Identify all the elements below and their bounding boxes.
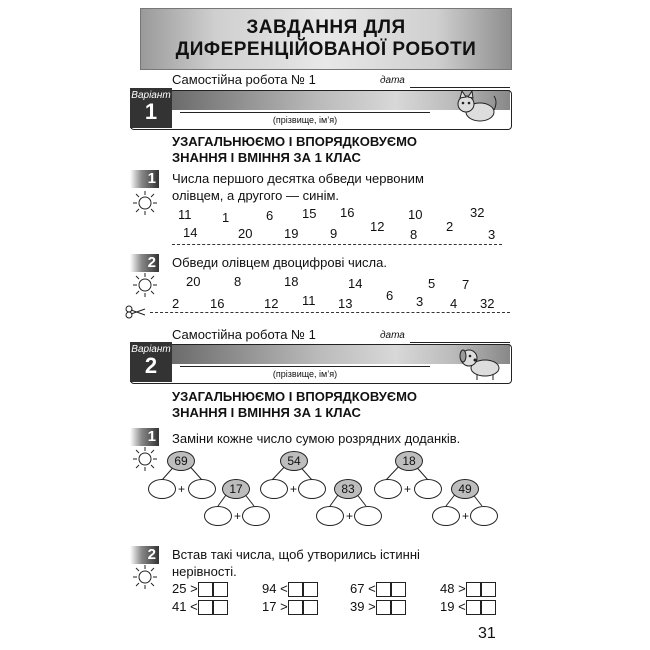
divider (172, 244, 502, 245)
task-number-v2-2: 2 (130, 546, 159, 564)
number[interactable]: 19 (284, 226, 299, 241)
answer-oval[interactable] (204, 506, 232, 526)
answer-oval[interactable] (148, 479, 176, 499)
answer-box[interactable] (288, 600, 303, 615)
answer-box[interactable] (481, 600, 496, 615)
number[interactable]: 14 (183, 225, 198, 240)
answer-box[interactable] (466, 600, 481, 615)
inequality-expr: 39 > (350, 599, 376, 614)
number-circle: 83 (334, 479, 362, 499)
number[interactable]: 13 (338, 296, 353, 311)
inequality (350, 581, 406, 597)
name-line-v1[interactable] (180, 112, 430, 113)
answer-oval[interactable] (432, 506, 460, 526)
number-circle: 18 (395, 451, 423, 471)
plus-sign: + (346, 509, 354, 523)
sun-icon (132, 564, 158, 590)
answer-oval[interactable] (298, 479, 326, 499)
number[interactable]: 15 (302, 206, 317, 221)
inequality-expr: 25 > (172, 581, 198, 596)
answer-oval[interactable] (354, 506, 382, 526)
heading-v2 (172, 389, 417, 421)
answer-oval[interactable] (374, 479, 402, 499)
answer-box[interactable] (198, 600, 213, 615)
number-circle: 69 (167, 451, 195, 471)
inequality (172, 599, 228, 615)
number[interactable]: 6 (266, 208, 274, 223)
page-number: 31 (478, 625, 496, 642)
number[interactable]: 11 (302, 293, 316, 308)
answer-oval[interactable] (188, 479, 216, 499)
number[interactable]: 20 (186, 274, 201, 289)
work-title-v2: Самостійна робота № 1 (172, 327, 316, 342)
inequality-expr: 19 < (440, 599, 466, 614)
plus-sign: + (404, 482, 412, 496)
variant-badge-v1 (130, 88, 172, 128)
number[interactable]: 12 (370, 219, 385, 234)
task-number-v1-1: 1 (130, 170, 159, 188)
number[interactable]: 2 (172, 296, 180, 311)
date-label-v1: дата (380, 75, 405, 86)
inequality (262, 581, 318, 597)
scissors-icon (125, 305, 147, 319)
plus-sign: + (234, 509, 242, 523)
answer-oval[interactable] (242, 506, 270, 526)
cat-icon (450, 88, 500, 126)
sun-icon (132, 272, 158, 298)
number[interactable]: 10 (408, 207, 423, 222)
inequality (172, 581, 228, 597)
task-number-v2-1: 1 (130, 428, 159, 446)
number[interactable]: 6 (386, 288, 394, 303)
number[interactable]: 16 (210, 296, 225, 311)
plus-sign: + (290, 482, 298, 496)
answer-box[interactable] (288, 582, 303, 597)
task-text-v1-2: Обведи олівцем двоцифрові числа. (172, 255, 387, 270)
task-text-v2-1: Заміни кожне число сумою розрядних доданків. (172, 431, 461, 446)
number[interactable]: 4 (450, 296, 458, 311)
number-circle: 49 (451, 479, 479, 499)
number[interactable]: 9 (330, 226, 338, 241)
section-title-box (140, 8, 512, 70)
inequality-expr: 48 > (440, 581, 466, 596)
answer-oval[interactable] (260, 479, 288, 499)
answer-oval[interactable] (470, 506, 498, 526)
answer-box[interactable] (303, 582, 318, 597)
name-hint-v1: (прізвище, ім’я) (272, 115, 338, 125)
name-hint-v2: (прізвище, ім’я) (272, 369, 338, 379)
variant-badge-v2 (130, 342, 172, 382)
plus-sign: + (462, 509, 470, 523)
number[interactable]: 16 (340, 205, 355, 220)
variant-label-v1: Варіант (131, 90, 171, 101)
inequality-expr: 17 > (262, 599, 288, 614)
name-line-v2[interactable] (180, 366, 430, 367)
work-title-v1: Самостійна робота № 1 (172, 72, 316, 87)
number-circle: 54 (280, 451, 308, 471)
heading-line2-v2: ЗНАННЯ І ВМІННЯ ЗА 1 КЛАС (172, 405, 361, 420)
answer-box[interactable] (376, 600, 391, 615)
number[interactable]: 3 (416, 294, 424, 309)
number[interactable]: 8 (410, 227, 418, 242)
answer-box[interactable] (391, 600, 406, 615)
heading-line1-v2: УЗАГАЛЬНЮЄМО І ВПОРЯДКОВУЄМО (172, 389, 418, 404)
inequality (262, 599, 318, 615)
date-label-v2: дата (380, 330, 405, 341)
variant-number-v1: 1 (144, 99, 158, 124)
answer-box[interactable] (481, 582, 496, 597)
section-title-line2: ДИФЕРЕНЦІЙОВАНОЇ РОБОТИ (175, 39, 477, 60)
number[interactable]: 8 (234, 274, 242, 289)
number[interactable]: 18 (284, 274, 299, 289)
answer-oval[interactable] (316, 506, 344, 526)
plus-sign: + (178, 482, 186, 496)
inequality (440, 599, 496, 615)
cut-line (150, 312, 510, 313)
number[interactable]: 32 (480, 296, 495, 311)
task-text-v1-1 (172, 170, 424, 204)
heading-v1 (172, 134, 417, 166)
number[interactable]: 2 (446, 219, 454, 234)
sun-icon (132, 190, 158, 216)
task-text-line2: нерівності. (172, 564, 237, 579)
task-text-line2: олівцем, а другого — синім. (172, 188, 340, 203)
inequality-expr: 67 < (350, 581, 376, 596)
number[interactable]: 7 (462, 277, 470, 292)
number[interactable]: 1 (222, 210, 230, 225)
inequality (440, 581, 496, 597)
answer-box[interactable] (303, 600, 318, 615)
task-text-line1: Числа першого десятка обведи червоним (172, 171, 424, 186)
answer-box[interactable] (198, 582, 213, 597)
answer-box[interactable] (376, 582, 391, 597)
answer-oval[interactable] (414, 479, 442, 499)
number[interactable]: 20 (238, 226, 253, 241)
answer-box[interactable] (391, 582, 406, 597)
heading-line2-v1: ЗНАННЯ І ВМІННЯ ЗА 1 КЛАС (172, 150, 361, 165)
section-title-line1: ЗАВДАННЯ ДЛЯ (246, 17, 406, 38)
inequality-expr: 41 < (172, 599, 198, 614)
answer-box[interactable] (213, 582, 228, 597)
number[interactable]: 5 (428, 276, 436, 291)
number[interactable]: 32 (470, 205, 485, 220)
inequality (350, 599, 406, 615)
number[interactable]: 3 (488, 227, 496, 242)
answer-box[interactable] (466, 582, 481, 597)
number-circle: 17 (222, 479, 250, 499)
inequality-expr: 94 < (262, 581, 288, 596)
variant-number-v2: 2 (144, 353, 158, 378)
number[interactable]: 11 (178, 207, 192, 222)
heading-line1-v1: УЗАГАЛЬНЮЄМО І ВПОРЯДКОВУЄМО (172, 134, 418, 149)
number[interactable]: 14 (348, 276, 363, 291)
dog-icon (455, 342, 505, 382)
task-text-line1: Встав такі числа, щоб утворились істинні (172, 547, 420, 562)
task-number-v1-2: 2 (130, 254, 159, 272)
variant-label-v2: Варіант (131, 344, 171, 355)
answer-box[interactable] (213, 600, 228, 615)
number[interactable]: 12 (264, 296, 279, 311)
task-text-v2-2 (172, 546, 420, 580)
